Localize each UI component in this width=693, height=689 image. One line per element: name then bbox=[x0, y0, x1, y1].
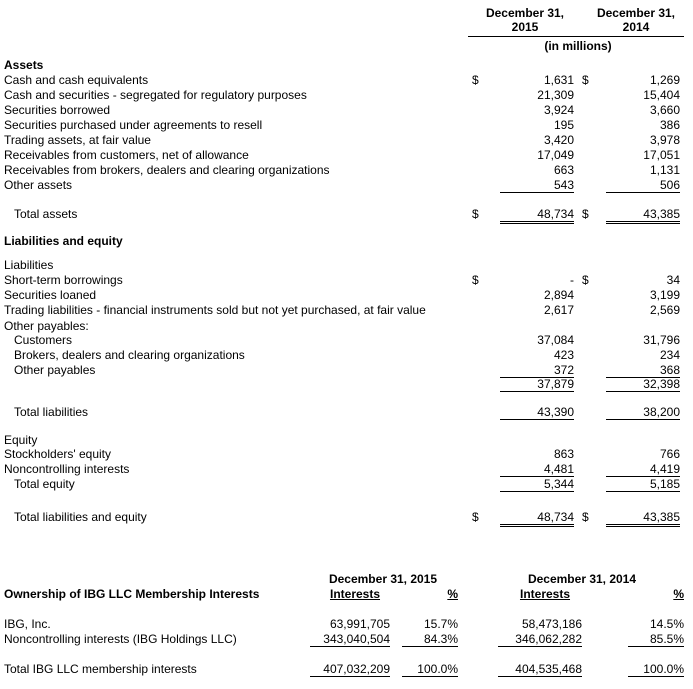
value-2014: 34 bbox=[666, 273, 680, 287]
value-2015: 37,084 bbox=[537, 333, 574, 347]
row-label: Short-term borrowings bbox=[4, 273, 123, 287]
other-payables-heading: Other payables: bbox=[4, 319, 89, 333]
currency-symbol: $ bbox=[582, 73, 589, 87]
ownership-interests-2015: 407,032,209 bbox=[310, 662, 390, 677]
row-label: Total assets bbox=[14, 207, 78, 221]
row-label: Total equity bbox=[14, 477, 75, 491]
value-2015: 1,631 bbox=[543, 73, 574, 87]
value-2014: 31,796 bbox=[643, 333, 680, 347]
col-2014-header-line2: 2014 bbox=[622, 20, 650, 34]
value-2015: 17,049 bbox=[537, 148, 574, 162]
ownership-interests-2014-header: Interests bbox=[519, 587, 571, 601]
row-label: Total liabilities and equity bbox=[14, 510, 147, 524]
ownership-interests-2015: 343,040,504 bbox=[310, 632, 390, 647]
value-2014: 43,385 bbox=[606, 510, 680, 527]
units-label: (in millions) bbox=[544, 39, 612, 53]
value-2015: 543 bbox=[500, 178, 574, 193]
value-2014: 4,419 bbox=[606, 462, 680, 477]
ownership-interests-2014: 404,535,468 bbox=[498, 662, 582, 677]
value-2015: 195 bbox=[553, 118, 574, 132]
currency-symbol: $ bbox=[472, 207, 479, 221]
row-label: Stockholders' equity bbox=[4, 447, 112, 461]
row-label: Other payables bbox=[14, 363, 96, 377]
value-2014: 38,200 bbox=[606, 405, 680, 420]
row-label: Brokers, dealers and clearing organizations bbox=[14, 348, 245, 362]
ownership-row-label: Total IBG LLC membership interests bbox=[4, 662, 197, 676]
value-2014: 17,051 bbox=[643, 148, 680, 162]
ownership-interests-2014: 58,473,186 bbox=[521, 617, 582, 631]
row-label: Securities loaned bbox=[4, 288, 97, 302]
currency-symbol: $ bbox=[582, 510, 589, 524]
value-2015: 3,924 bbox=[543, 103, 574, 117]
value-2015: 48,734 bbox=[500, 510, 574, 527]
value-2015: 3,420 bbox=[543, 133, 574, 147]
row-label: Securities purchased under agreements to resell bbox=[4, 118, 263, 132]
row-label: Noncontrolling interests bbox=[4, 462, 130, 476]
value-2015: 2,617 bbox=[543, 303, 574, 317]
ownership-period-2015: December 31, 2015 bbox=[328, 572, 438, 586]
ownership-pct-2015: 15.7% bbox=[423, 617, 458, 631]
equity-heading: Equity bbox=[4, 433, 38, 447]
value-2014: 3,660 bbox=[649, 103, 680, 117]
ownership-interests-2015: 63,991,705 bbox=[329, 617, 390, 631]
value-2014: 3,199 bbox=[649, 288, 680, 302]
row-label: Other assets bbox=[4, 178, 73, 192]
value-2014: 386 bbox=[659, 118, 680, 132]
value-2015: 2,894 bbox=[543, 288, 574, 302]
value-2014: 43,385 bbox=[606, 207, 680, 224]
row-label: Customers bbox=[14, 333, 73, 347]
ownership-row-label: Noncontrolling interests (IBG Holdings LLC) bbox=[4, 632, 237, 646]
value-2014: 1,269 bbox=[649, 73, 680, 87]
liabilities-heading: Liabilities bbox=[4, 258, 54, 272]
row-label: Trading liabilities - financial instruments sold but not yet purchased, at fair value bbox=[4, 303, 426, 317]
value-2015: 372 bbox=[500, 363, 574, 378]
value-2014: 1,131 bbox=[649, 163, 680, 177]
ownership-interests-2015-header: Interests bbox=[329, 587, 381, 601]
row-label: Securities borrowed bbox=[4, 103, 111, 117]
row-label: Receivables from brokers, dealers and clearing organizations bbox=[4, 163, 330, 177]
col-2014-header-line1: December 31, bbox=[596, 6, 676, 20]
row-label: Trading assets, at fair value bbox=[4, 133, 151, 147]
currency-symbol: $ bbox=[472, 510, 479, 524]
value-2015: 863 bbox=[553, 447, 574, 461]
value-2014: 3,978 bbox=[649, 133, 680, 147]
col-2015-header-line2: 2015 bbox=[511, 20, 539, 34]
ownership-pct-2014: 100.0% bbox=[628, 662, 684, 677]
value-2014: 506 bbox=[606, 178, 680, 193]
currency-symbol: $ bbox=[582, 273, 589, 287]
ownership-pct-2015: 84.3% bbox=[402, 632, 458, 647]
ownership-period-2014: December 31, 2014 bbox=[527, 572, 637, 586]
subtotal-2014: 32,398 bbox=[606, 377, 680, 392]
currency-symbol: $ bbox=[472, 73, 479, 87]
value-2015: - bbox=[570, 273, 574, 287]
ownership-pct-2015-header: % bbox=[447, 587, 458, 601]
row-label: Receivables from customers, net of allowance bbox=[4, 148, 249, 162]
value-2015: 5,344 bbox=[500, 477, 574, 492]
value-2015: 43,390 bbox=[500, 405, 574, 420]
ownership-pct-2015: 100.0% bbox=[402, 662, 458, 677]
value-2014: 2,569 bbox=[649, 303, 680, 317]
ownership-pct-2014: 85.5% bbox=[628, 632, 684, 647]
ownership-heading: Ownership of IBG LLC Membership Interests bbox=[4, 587, 260, 601]
row-label: Cash and securities - segregated for regulatory purposes bbox=[4, 88, 307, 102]
value-2014: 15,404 bbox=[643, 88, 680, 102]
assets-heading: Assets bbox=[4, 58, 44, 72]
value-2015: 423 bbox=[553, 348, 574, 362]
value-2014: 234 bbox=[659, 348, 680, 362]
currency-symbol: $ bbox=[472, 273, 479, 287]
value-2015: 663 bbox=[553, 163, 574, 177]
value-2014: 766 bbox=[659, 447, 680, 461]
liab-equity-heading: Liabilities and equity bbox=[4, 234, 123, 248]
ownership-interests-2014: 346,062,282 bbox=[498, 632, 582, 647]
value-2014: 5,185 bbox=[606, 477, 680, 492]
value-2014: 368 bbox=[606, 363, 680, 378]
row-label: Cash and cash equivalents bbox=[4, 73, 149, 87]
ownership-pct-2014: 14.5% bbox=[649, 617, 684, 631]
header-rule bbox=[468, 36, 684, 37]
col-2015-header-line1: December 31, bbox=[485, 6, 565, 20]
ownership-row-label: IBG, Inc. bbox=[4, 617, 51, 631]
row-label: Total liabilities bbox=[14, 405, 89, 419]
value-2015: 48,734 bbox=[500, 207, 574, 224]
value-2015: 4,481 bbox=[500, 462, 574, 477]
currency-symbol: $ bbox=[582, 207, 589, 221]
value-2015: 21,309 bbox=[537, 88, 574, 102]
ownership-pct-2014-header: % bbox=[673, 587, 684, 601]
subtotal-2015: 37,879 bbox=[500, 377, 574, 392]
